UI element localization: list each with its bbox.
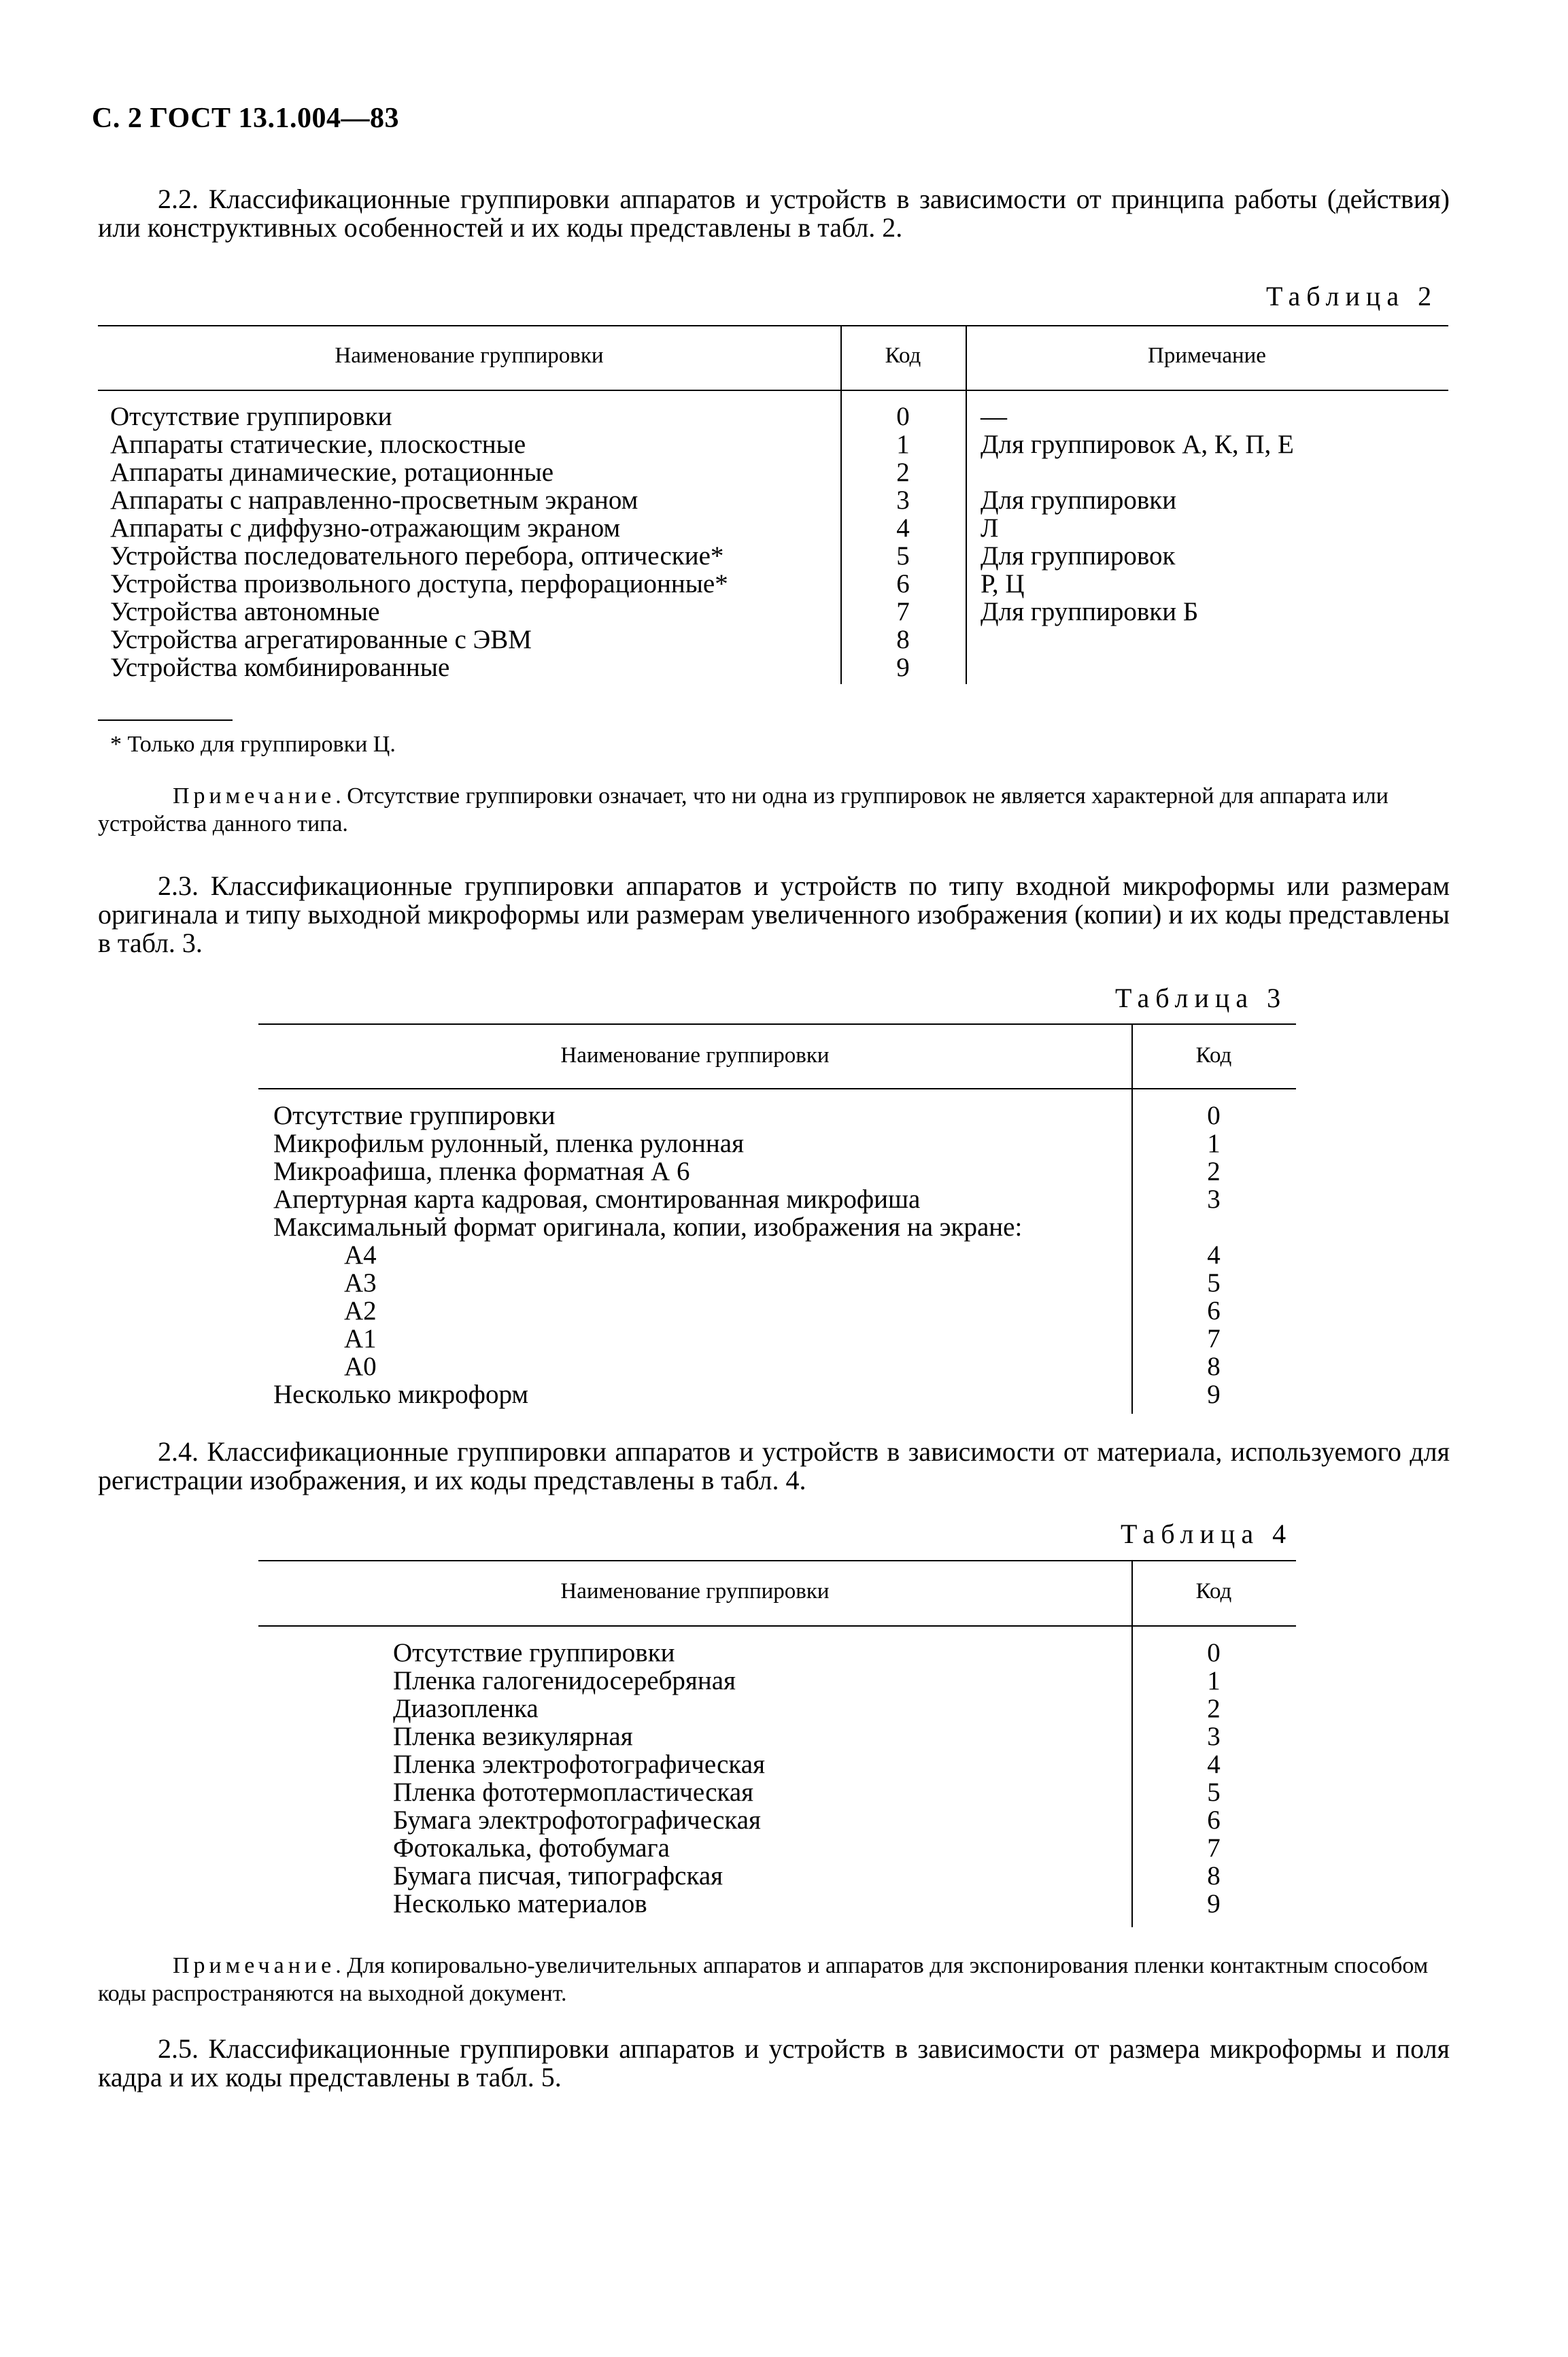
table-cell-code: 5 <box>896 541 910 571</box>
table-2-header-code: Код <box>885 343 921 368</box>
table-cell-code: 2 <box>1207 1157 1221 1186</box>
table-2-header-note: Примечание <box>1148 343 1266 368</box>
table-row: Апертурная карта кадровая, смонтированная микрофиша <box>273 1185 921 1214</box>
table-cell-note: Л <box>981 513 999 543</box>
table-row: Пленка везикулярная <box>393 1722 633 1751</box>
table-cell-note: Для группировки <box>981 486 1177 515</box>
table-row: Отсутствие группировки <box>273 1101 556 1130</box>
note-label: Примечание <box>173 1953 336 1978</box>
paragraph-2-5: 2.5. Классификационные группировки аппаратов и устройств в зависимости от размера микроформы и поля кадра и их коды представлены в табл. 5. <box>98 2033 1450 2092</box>
table-4-header-name: Наименование группировки <box>560 1579 830 1604</box>
table-cell-code: 8 <box>896 625 910 654</box>
table-cell-code: 9 <box>1207 1889 1221 1918</box>
table-4-names-column <box>393 1639 765 1918</box>
table-cell-code <box>1131 1213 1296 1241</box>
table-cell-code: 7 <box>1207 1324 1221 1353</box>
table-3-codes-column <box>1131 1102 1296 1408</box>
table-2-header-rule <box>98 390 1448 391</box>
table-4-header-rule <box>258 1625 1296 1627</box>
table-row: Отсутствие группировки <box>110 402 392 431</box>
table-row: Устройства последовательного перебора, оптические* <box>110 541 724 571</box>
table-4-caption: Таблица 4 <box>1121 1519 1293 1549</box>
table-row: Аппараты с направленно-просветным экраном <box>110 486 638 515</box>
table-cell-code: 7 <box>1207 1833 1221 1863</box>
table-row: Пленка галогенидосеребряная <box>393 1666 736 1695</box>
table-cell-code: 3 <box>1207 1722 1221 1751</box>
table-cell-code: 5 <box>1207 1778 1221 1807</box>
table-cell-code: 2 <box>1207 1694 1221 1723</box>
table-cell-code: 6 <box>1207 1296 1221 1325</box>
table-row: Устройства автономные <box>110 597 380 626</box>
table-cell-code: 7 <box>896 597 910 626</box>
table-row: А2 <box>344 1296 377 1325</box>
table-cell-code: 0 <box>1207 1101 1221 1130</box>
table-cell-note: Р, Ц <box>981 569 1025 598</box>
table-cell-code: 1 <box>1207 1666 1221 1695</box>
table-row: Аппараты с диффузно-отражающим экраном <box>110 513 621 543</box>
table-cell-code: 6 <box>1207 1805 1221 1835</box>
table-2-top-rule <box>98 325 1448 326</box>
table-row: Фотокалька, фотобумага <box>393 1833 670 1863</box>
table-row: Бумага электрофотографическая <box>393 1805 761 1835</box>
table-row: Аппараты статические, плоскостные <box>110 430 526 459</box>
table-2-header-name: Наименование группировки <box>335 343 604 368</box>
table-4-note <box>98 1952 1450 2007</box>
page-header: С. 2 ГОСТ 13.1.004—83 <box>92 103 400 134</box>
table-row: Устройства комбинированные <box>110 653 450 682</box>
table-row: Микрофильм рулонный, пленка рулонная <box>273 1129 745 1158</box>
table-3-header-name: Наименование группировки <box>560 1043 830 1068</box>
paragraph-2-2: 2.2. Классификационные группировки аппаратов и устройств в зависимости от принципа работы (действия) или конструктивных особенностей и их коды представлены в табл. 2. <box>98 184 1450 243</box>
table-row: Максимальный формат оригинала, копии, изображения на экране: <box>273 1213 1023 1242</box>
table-2-note <box>98 782 1450 838</box>
table-cell-code: 4 <box>1207 1750 1221 1779</box>
table-row: Несколько материалов <box>393 1889 647 1918</box>
table-row: А1 <box>344 1324 377 1353</box>
table-cell-code: 8 <box>1207 1352 1221 1381</box>
table-3-top-rule <box>258 1023 1296 1025</box>
table-cell-code: 5 <box>1207 1268 1221 1298</box>
table-row: А3 <box>344 1268 377 1298</box>
table-4-top-rule <box>258 1560 1296 1561</box>
table-2-codes-column <box>840 403 966 681</box>
table-row: Устройства агрегатированные с ЭВМ <box>110 625 532 654</box>
table-row: А0 <box>344 1352 377 1381</box>
note-text: . Отсутствие группировки означает, что ни одна из группировок не является характерной для аппарата или устройства данного типа. <box>98 783 1388 836</box>
table-cell-code: 3 <box>896 486 910 515</box>
table-2-caption: Таблица 2 <box>1266 281 1438 311</box>
table-cell-code: 4 <box>1207 1240 1221 1270</box>
note-text: . Для копировально-увеличительных аппаратов и аппаратов для экспонирования пленки контактным способом коды распространяются на выходной документ. <box>98 1953 1429 2006</box>
table-cell-note: Для группировок А, К, П, Е <box>981 430 1294 459</box>
table-cell-code: 1 <box>1207 1129 1221 1158</box>
table-cell-code: 6 <box>896 569 910 598</box>
table-cell-code: 9 <box>896 653 910 682</box>
table-2-footnote: * Только для группировки Ц. <box>110 732 396 757</box>
table-cell-code: 3 <box>1207 1185 1221 1214</box>
table-row: Диазопленка <box>393 1694 539 1723</box>
table-row: Бумага писчая, типографская <box>393 1861 723 1890</box>
paragraph-2-3: 2.3. Классификационные группировки аппаратов и устройств по типу входной микроформы или размерам оригинала и типу выходной микроформы или размерам увеличенного изображения (копии) и их коды представлены в табл. 3. <box>98 870 1450 958</box>
table-cell-code: 4 <box>896 513 910 543</box>
table-cell-code: 0 <box>896 402 910 431</box>
note-label: Примечание <box>173 783 336 809</box>
table-row: А4 <box>344 1240 377 1270</box>
table-3-header-code: Код <box>1195 1043 1232 1068</box>
table-cell-code: 1 <box>896 430 910 459</box>
table-cell-note: Для группировки Б <box>981 597 1199 626</box>
table-cell-note <box>981 654 1294 681</box>
table-cell-note: Для группировок <box>981 541 1176 571</box>
table-cell-note <box>981 626 1294 654</box>
table-row: Несколько микроформ <box>273 1380 529 1409</box>
table-cell-note <box>981 458 1294 486</box>
table-4-header-code: Код <box>1195 1579 1232 1604</box>
table-row: Отсутствие группировки <box>393 1638 675 1667</box>
table-row: Устройства произвольного доступа, перфорационные* <box>110 569 728 598</box>
table-row: Аппараты динамические, ротационные <box>110 458 554 487</box>
paragraph-2-4: 2.4. Классификационные группировки аппаратов и устройств в зависимости от материала, используемого для регистрации изображения, и их коды представлены в табл. 4. <box>98 1436 1450 1495</box>
table-4-codes-column <box>1131 1639 1296 1918</box>
table-cell-code: 2 <box>896 458 910 487</box>
table-cell-note: — <box>981 402 1007 431</box>
table-3-names-column <box>273 1102 1022 1408</box>
footnote-rule <box>98 719 233 721</box>
table-cell-code: 8 <box>1207 1861 1221 1890</box>
table-2-names-column <box>110 403 728 681</box>
table-3-header-rule <box>258 1088 1296 1089</box>
table-3-caption: Таблица 3 <box>1115 983 1287 1013</box>
table-row: Микроафиша, пленка форматная А 6 <box>273 1157 690 1186</box>
table-row: Пленка электрофотографическая <box>393 1750 766 1779</box>
table-cell-code: 9 <box>1207 1380 1221 1409</box>
table-2-notes-column <box>981 403 1294 681</box>
table-row: Пленка фототермопластическая <box>393 1778 754 1807</box>
table-cell-code: 0 <box>1207 1638 1221 1667</box>
table-2-divider-2 <box>966 325 967 684</box>
